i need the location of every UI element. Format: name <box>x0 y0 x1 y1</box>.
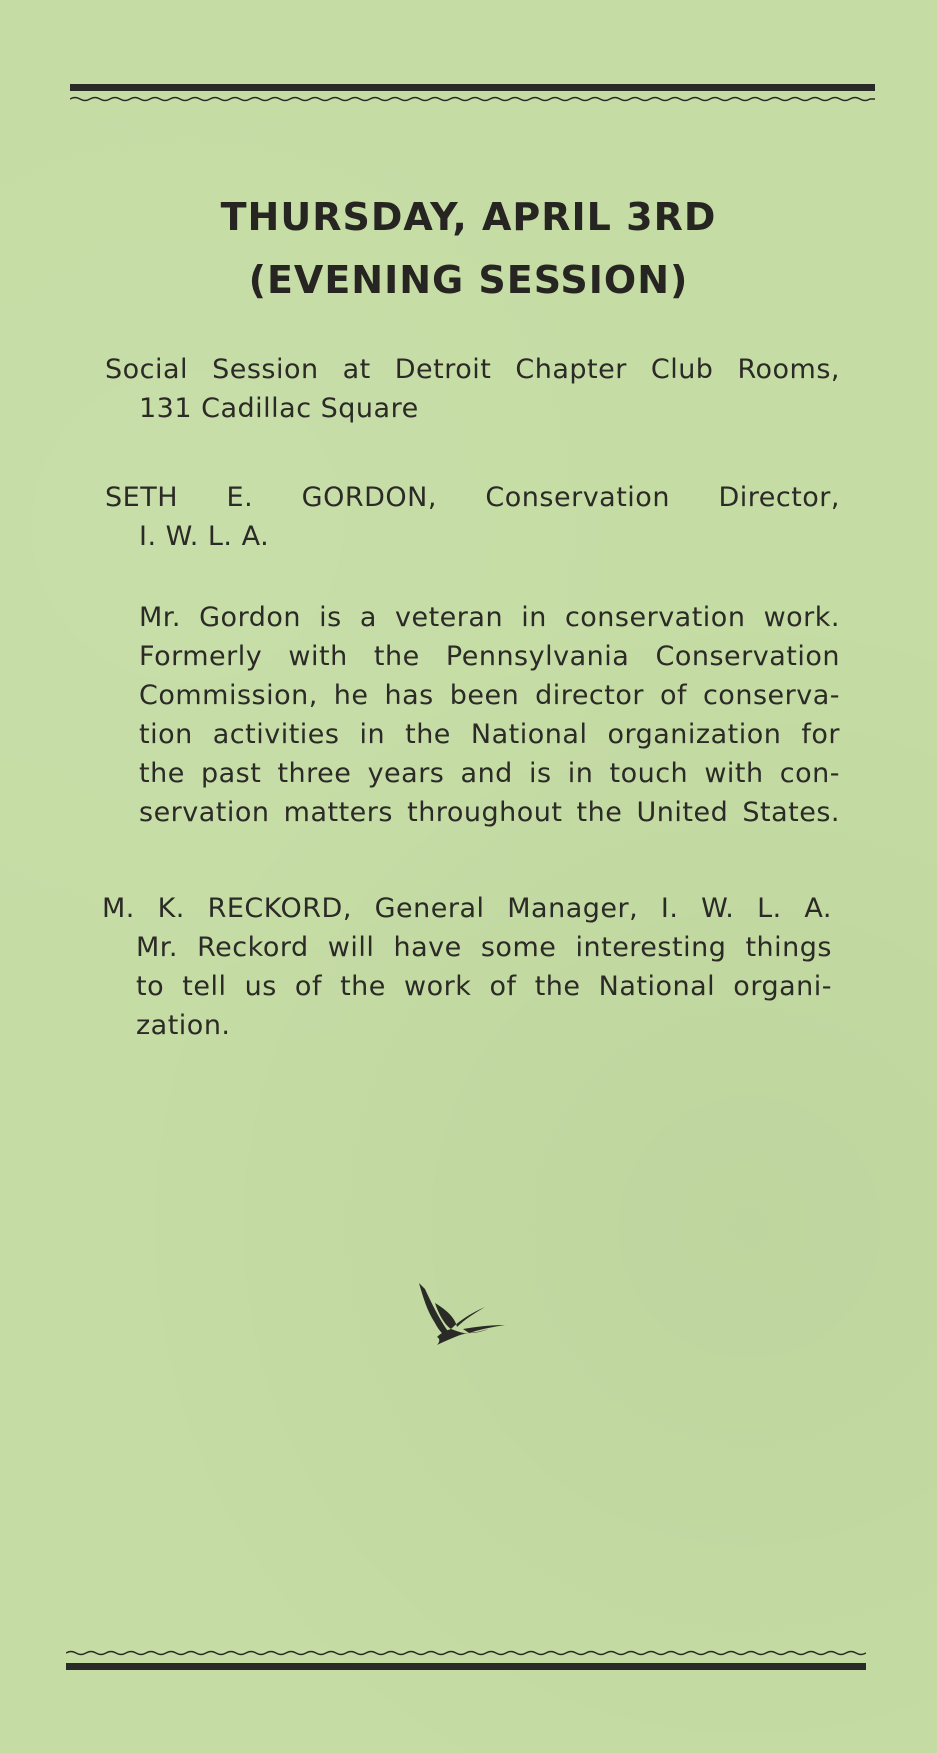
bottom-thick-line <box>66 1663 866 1670</box>
gordon-bio-paragraph <box>139 598 840 832</box>
reckord-bio-line: Mr. Reckord will have some interesting things <box>136 932 832 963</box>
bottom-border-rule <box>66 1648 866 1670</box>
session-type-heading: (EVENING SESSION) <box>248 258 689 302</box>
social-session-paragraph <box>105 350 840 428</box>
social-session-address: 131 Cadillac Square <box>139 393 419 424</box>
gordon-bio-line: tion activities in the National organization for <box>139 719 840 750</box>
session-date-heading: THURSDAY, APRIL 3RD <box>220 195 717 239</box>
reckord-bio-line: to tell us of the work of the National organi- <box>136 971 832 1002</box>
gordon-bio-line: Commission, he has been director of conserva- <box>139 680 840 711</box>
gordon-bio-line: Mr. Gordon is a veteran in conservation work. <box>139 602 840 633</box>
gordon-name-title: SETH E. GORDON, Conservation Director, <box>105 482 840 513</box>
top-border-rule <box>70 84 875 106</box>
social-session-line: Social Session at Detroit Chapter Club Rooms, <box>105 354 840 385</box>
gordon-bio-line: servation matters throughout the United States. <box>139 797 840 828</box>
gordon-bio-line: Formerly with the Pennsylvania Conservation <box>139 641 840 672</box>
gordon-bio-line: the past three years and is in touch with con- <box>139 758 840 789</box>
reckord-name-title: M. K. RECKORD, General Manager, I. W. L. A. <box>102 893 832 924</box>
swallow-bird-icon <box>405 1275 525 1355</box>
reckord-speaker-entry <box>102 889 832 1045</box>
bottom-wavy-line <box>66 1650 866 1656</box>
gordon-organization: I. W. L. A. <box>139 521 270 552</box>
top-wavy-line <box>70 96 875 102</box>
top-thick-line <box>70 84 875 91</box>
reckord-bio-line: zation. <box>136 1010 231 1041</box>
gordon-speaker-entry <box>105 478 840 556</box>
